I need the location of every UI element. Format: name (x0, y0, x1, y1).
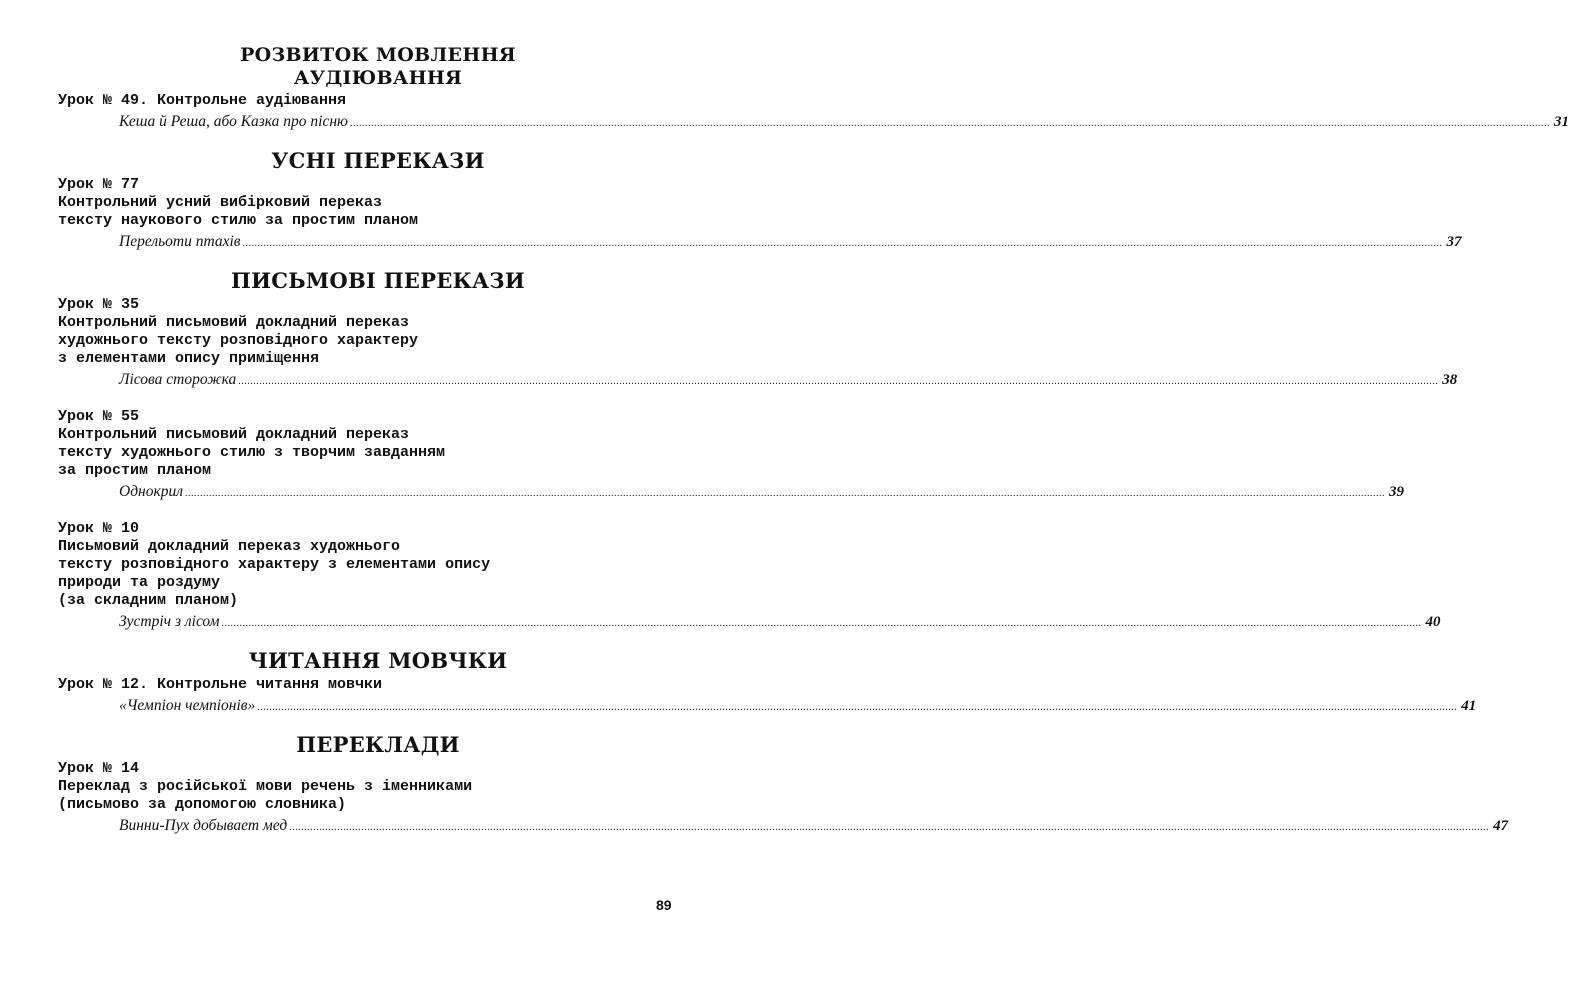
lesson-line: тексту розповідного характеру з елементами опису (58, 556, 491, 573)
toc-entry (58, 408, 1404, 504)
toc-section (58, 268, 1458, 634)
toc-reference[interactable] (58, 612, 1441, 634)
lesson-line: Урок № 12. Контрольне читання мовчки (58, 676, 383, 693)
toc-page-number: 39 (1388, 484, 1404, 500)
lesson-line: Контрольний усний вибірковий переказ (58, 194, 383, 211)
lesson-line: Контрольний письмовий докладний переказ (58, 314, 410, 331)
lesson-line: Переклад з російської мови речень з іменниками (58, 778, 473, 795)
work-title: Зустріч з лісом (119, 613, 220, 630)
work-title: Лісова сторожка (119, 371, 237, 388)
lesson-line: Урок № 49. Контрольне аудіювання (58, 92, 347, 109)
section-heading (58, 148, 698, 174)
dot-leader: ................................................................................................................................................................................................................................................................................................................................................................................................................ (221, 618, 1422, 629)
section-heading (58, 732, 698, 758)
toc-entry (58, 520, 1441, 634)
lesson-line: Урок № 10 (58, 520, 140, 537)
dot-leader: ................................................................................................................................................................................................................................................................................................................................................................................................................ (238, 376, 1439, 387)
section-title: РОЗВИТОК МОВЛЕННЯ (240, 44, 516, 66)
section-title: ПЕРЕКЛАДИ (296, 732, 460, 757)
dot-leader: ................................................................................................................................................................................................................................................................................................................................................................................................................ (349, 118, 1550, 129)
lesson-line: з елементами опису приміщення (58, 350, 320, 367)
toc-entry (58, 296, 1458, 392)
lesson-line: (за складним планом) (58, 592, 239, 609)
section-title: УСНІ ПЕРЕКАЗИ (271, 148, 485, 173)
dot-leader: ................................................................................................................................................................................................................................................................................................................................................................................................................ (242, 238, 1443, 249)
page-number: 89 (656, 897, 672, 913)
lesson-line: природи та роздуму (58, 574, 221, 591)
dot-leader: ................................................................................................................................................................................................................................................................................................................................................................................................................ (289, 822, 1490, 833)
toc-reference[interactable] (58, 816, 1509, 838)
lesson-line: тексту наукового стилю за простим планом (58, 212, 419, 229)
dot-leader: ................................................................................................................................................................................................................................................................................................................................................................................................................ (257, 702, 1458, 713)
lesson-line: Урок № 35 (58, 296, 140, 313)
lesson-line: художнього тексту розповідного характеру (58, 332, 419, 349)
toc-entry (58, 92, 1569, 134)
work-title: Перельоти птахів (119, 233, 241, 250)
toc-reference[interactable] (58, 482, 1404, 504)
section-title: АУДІЮВАННЯ (293, 67, 463, 89)
lesson-line: Урок № 77 (58, 176, 140, 193)
toc-entry (58, 676, 1477, 718)
toc-page-number: 47 (1493, 818, 1509, 834)
table-of-contents (58, 44, 1569, 838)
work-title: Однокрил (119, 483, 183, 500)
toc-section (58, 648, 1477, 718)
work-title: «Чемпіон чемпіонів» (119, 697, 256, 714)
toc-reference[interactable] (58, 370, 1458, 392)
toc-page-number: 38 (1442, 372, 1458, 388)
lesson-line: за простим планом (58, 462, 212, 479)
toc-section (58, 44, 1569, 134)
toc-page-number: 31 (1553, 114, 1569, 130)
section-heading (58, 268, 698, 294)
toc-reference[interactable] (58, 112, 1569, 134)
work-title: Винни-Пух добывает мед (119, 817, 288, 834)
toc-entry (58, 176, 1462, 254)
lesson-line: Урок № 55 (58, 408, 140, 425)
dot-leader: ................................................................................................................................................................................................................................................................................................................................................................................................................ (184, 488, 1385, 499)
toc-reference[interactable] (58, 232, 1462, 254)
toc-section (58, 732, 1509, 838)
toc-reference[interactable] (58, 696, 1477, 718)
lesson-line: Урок № 14 (58, 760, 140, 777)
section-heading (58, 648, 698, 674)
lesson-line: тексту художнього стилю з творчим завданням (58, 444, 446, 461)
section-title: ЧИТАННЯ МОВЧКИ (248, 648, 508, 673)
section-heading (58, 44, 698, 90)
toc-page-number: 37 (1446, 234, 1462, 250)
lesson-line: Контрольний письмовий докладний переказ (58, 426, 410, 443)
lesson-line: (письмово за допомогою словника) (58, 796, 347, 813)
section-title: ПИСЬМОВІ ПЕРЕКАЗИ (230, 268, 526, 293)
toc-page-number: 40 (1425, 614, 1441, 630)
toc-page-number: 41 (1461, 698, 1477, 714)
toc-entry (58, 760, 1509, 838)
toc-section (58, 148, 1462, 254)
lesson-line: Письмовий докладний переказ художнього (58, 538, 401, 555)
work-title: Кеша й Реша, або Казка про пісню (119, 113, 348, 130)
